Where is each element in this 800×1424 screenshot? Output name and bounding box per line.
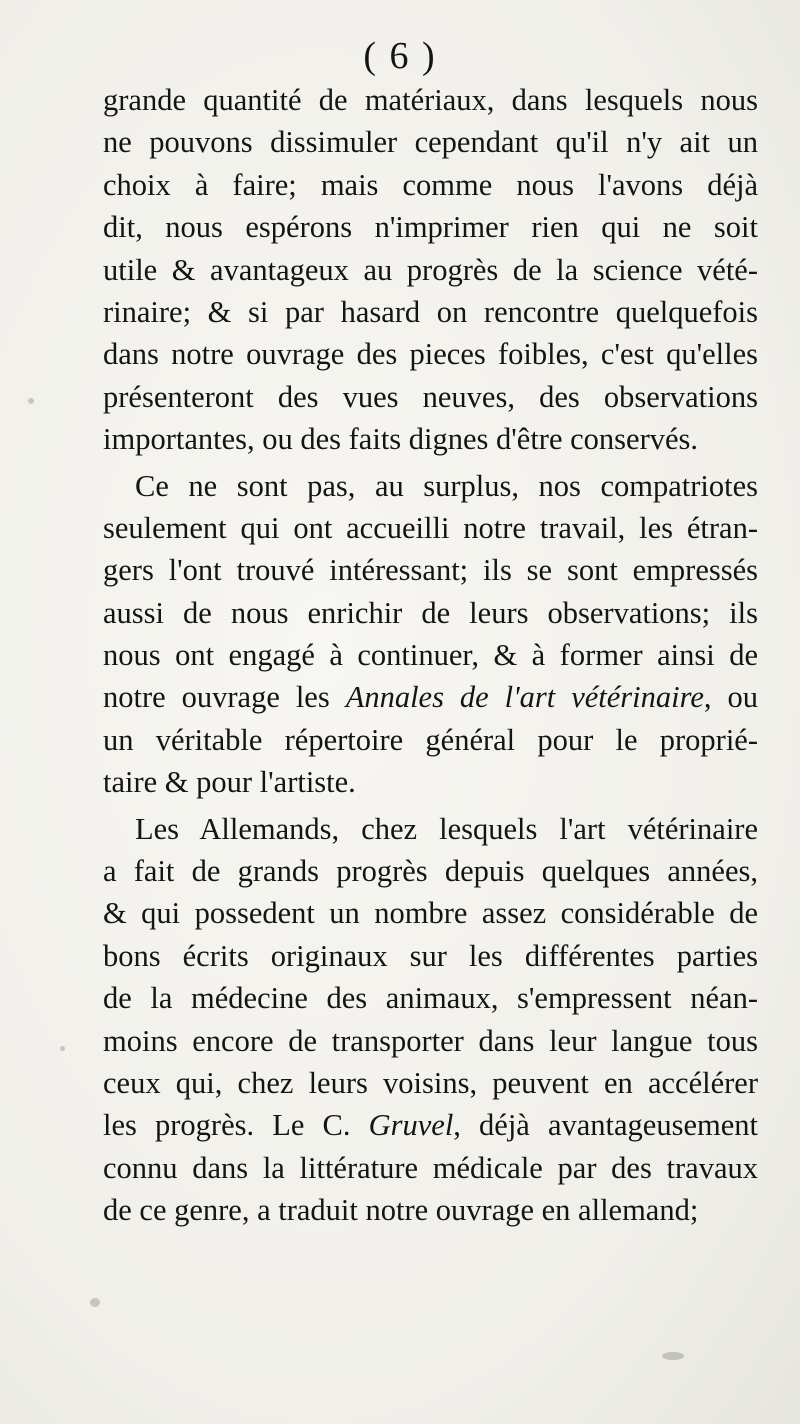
paper-speck — [28, 398, 34, 404]
paper-speck — [662, 1352, 684, 1360]
text-line: dit, nous espérons n'imprimer rien qui ne soit — [103, 210, 758, 245]
text-line: & qui possedent un nombre assez considérable de — [103, 896, 758, 931]
text-line: ne pouvons dissimuler cependant qu'il n'y ait un — [103, 125, 758, 160]
text-line: taire & pour l'artiste. — [103, 765, 356, 800]
text-line: présenteront des vues neuves, des observations — [103, 379, 758, 414]
italic-text: Annales de l'art vétérinaire — [345, 680, 704, 715]
text-line: connu dans la littérature médicale par des travaux — [103, 1150, 758, 1185]
text-line: les progrès. Le C. Gruvel, déjà avantageusement — [103, 1108, 758, 1143]
text-line: utile & avantageux au progrès de la science vété- — [103, 252, 758, 287]
text-line: grande quantité de matériaux, dans lesquels nous — [103, 83, 758, 117]
page-number: ( 6 ) — [363, 35, 437, 77]
text-line: seulement qui ont accueilli notre travail, les étran- — [103, 510, 758, 545]
paper-speck — [90, 1298, 100, 1307]
text-line: de ce genre, a traduit notre ouvrage en allemand; — [103, 1193, 699, 1228]
text-line: importantes, ou des faits dignes d'être conservés. — [103, 422, 699, 457]
text-line: choix à faire; mais comme nous l'avons déjà — [103, 167, 758, 202]
text-line: aussi de nous enrichir de leurs observations; ils — [103, 595, 758, 630]
text-line: gers l'ont trouvé intéressant; ils se sont empressés — [103, 553, 758, 588]
text-line: dans notre ouvrage des pieces foibles, c'est qu'elles — [103, 337, 758, 372]
paper-speck — [60, 1046, 65, 1051]
text-line: a fait de grands progrès depuis quelques années, — [103, 854, 758, 889]
body-text — [103, 79, 758, 1232]
text-line: Ce ne sont pas, au surplus, nos compatriotes — [135, 468, 758, 503]
text-line: rinaire; & si par hasard on rencontre quelquefois — [103, 294, 758, 329]
text-line: un véritable répertoire général pour le proprié- — [103, 722, 758, 757]
text-line: moins encore de transporter dans leur langue tous — [103, 1023, 758, 1058]
italic-text: Gruvel — [368, 1108, 454, 1143]
text-line: ceux qui, chez leurs voisins, peuvent en accélérer — [103, 1065, 758, 1100]
text-line: de la médecine des animaux, s'empressent néan- — [103, 981, 758, 1016]
text-line: notre ouvrage les Annales de l'art vétérinaire, ou — [103, 680, 758, 715]
text-line: bons écrits originaux sur les différentes parties — [103, 938, 758, 973]
text-line: nous ont engagé à continuer, & à former ainsi de — [103, 638, 758, 673]
text-line: Les Allemands, chez lesquels l'art vétérinaire — [135, 811, 758, 846]
